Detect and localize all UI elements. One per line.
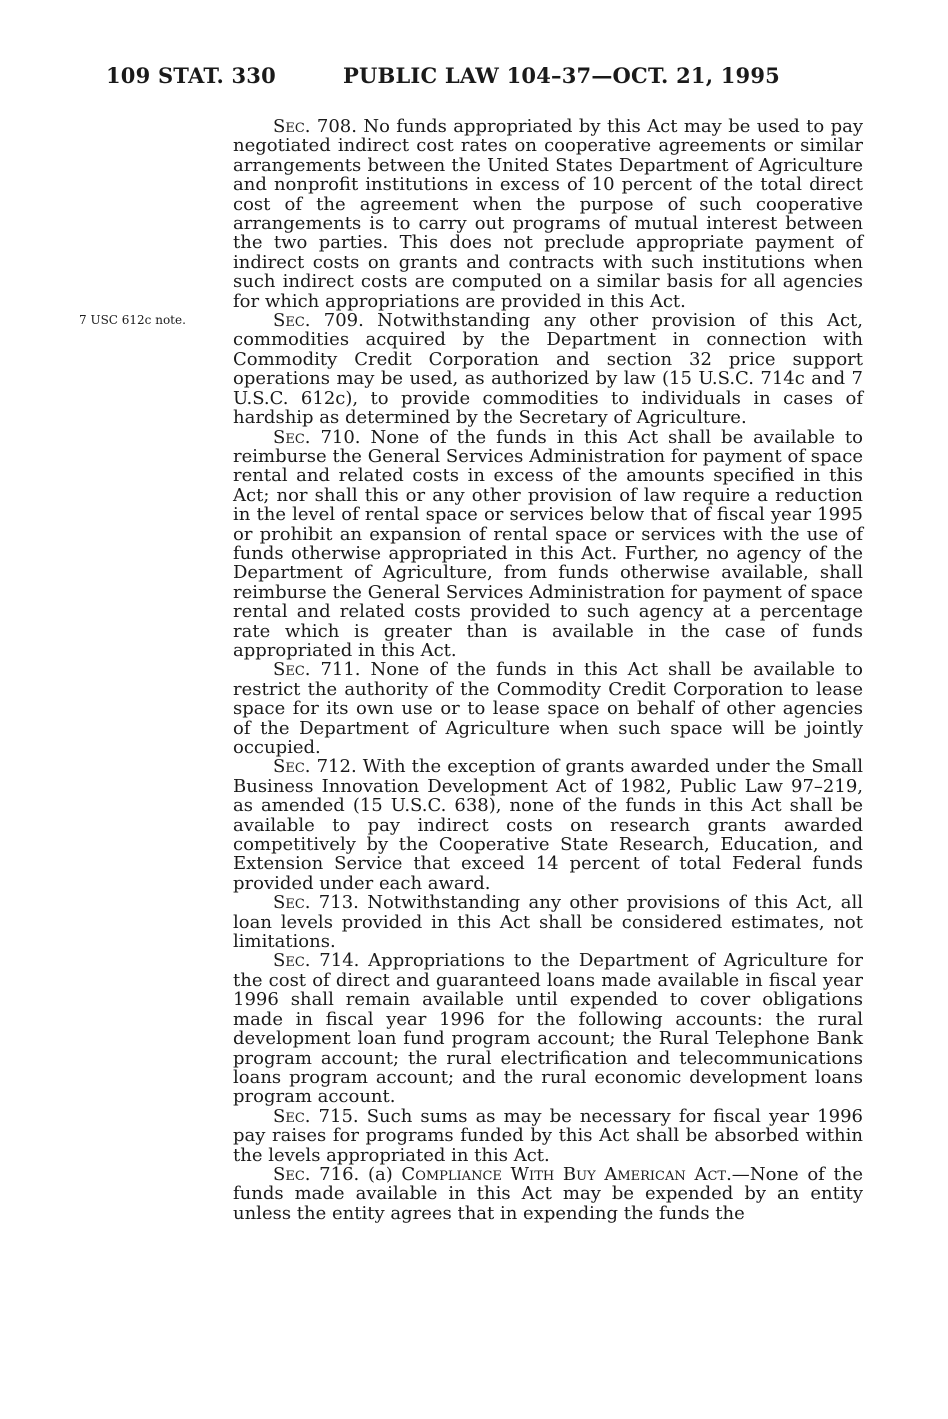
section-label: Sec. 716. — [273, 1163, 360, 1185]
section-716 — [233, 1165, 863, 1223]
margin-note: 7 USC 612c note. — [79, 313, 186, 327]
section-711 — [233, 660, 863, 757]
section-709 — [233, 311, 863, 427]
section-text: Notwithstanding any other provision of this Act, commodities acquired by the Department in connection with Commodity Credit Corporation and section 32 price support operations may be used, as authorized by law (15 U.S.C. 714c and 7 U.S.C. 612c), to provide commodities to individuals in cases of hardship as determined by the Secretary of Agriculture. — [233, 310, 863, 429]
section-715 — [233, 1107, 863, 1165]
section-712 — [233, 757, 863, 893]
section-label: Sec. 714. — [273, 950, 360, 972]
section-label: Sec. 715. — [273, 1105, 359, 1127]
section-text: None of the funds made available in this Act may be expended by an entity unless the entity agrees that in expending the funds the — [233, 1163, 863, 1224]
section-text: None of the funds in this Act shall be available to reimburse the General Services Administration for payment of space rental and related costs in excess of the amounts specified in this Act; nor shall this or any other provision of law require a reduction in the level of rental space or services below that of fiscal year 1995 or prohibit an expansion of rental space or services with the use of funds otherwise appropriated in this Act. Further, no agency of the Department of Agriculture, from funds otherwise available, shall reimburse the General Services Administration for payment of space rental and related costs provided to such agency at a percentage rate which is greater than is available in the case of funds appropriated in this Act. — [233, 426, 864, 661]
section-text: Appropriations to the Department of Agriculture for the cost of direct and guaranteed loans made available in fiscal year 1996 shall remain available until expended to cover obligations made in fiscal year 1996 for the following accounts: the rural development loan fund program account; the Rural Telephone Bank program account; the rural electrification and telecommunications loans program account; and the rural economic development loans program account. — [233, 950, 863, 1108]
section-text: None of the funds in this Act shall be available to restrict the authority of the Commodity Credit Corporation to lease space for its own use or to lease space on behalf of other agencies of the Department of Agriculture when such space will be jointly occupied. — [233, 659, 864, 758]
section-label: Sec. 711. — [273, 659, 361, 681]
section-label: Sec. 709. — [273, 310, 364, 332]
section-text: With the exception of grants awarded under the Small Business Innovation Development Act of 1982, Public Law 97–219, as amended (15 U.S.C. 638), none of the funds in this Act shall be available to pay indirect costs on research grants awarded competitively by the Cooperative State Research, Education, and Extension Service that exceed 14 percent of total Federal funds provided under each award. — [233, 756, 863, 894]
section-714 — [233, 951, 863, 1106]
section-text: Notwithstanding any other provisions of this Act, all loan levels provided in this Act shall be considered estimates, not limitations. — [233, 892, 863, 953]
section-713 — [233, 893, 863, 951]
law-title: PUBLIC LAW 104–37—OCT. 21, 1995 — [343, 63, 780, 88]
section-label: Sec. 713. — [273, 892, 359, 914]
running-header — [0, 63, 948, 95]
section-708 — [233, 117, 863, 311]
stat-page-number: 109 STAT. 330 — [106, 63, 276, 88]
subsection-heading: Compliance With Buy American Act — [401, 1163, 727, 1185]
section-text: No funds appropriated by this Act may be used to pay negotiated indirect cost rates on cooperative agreements or similar arrangements between the United States Department of Agriculture and nonprofit institutions in excess of 10 percent of the total direct cost of the agreement when the purpose of such cooperative arrangements is to carry out programs of mutual interest between the two parties. This does not preclude appropriate payment of indirect costs on grants and contracts with such institutions when such indirect costs are computed on a similar basis for all agencies for which appropriations are provided in this Act. — [233, 116, 863, 312]
section-text: Such sums as may be necessary for fiscal year 1996 pay raises for programs funded by this Act shall be absorbed within the levels appropriated in this Act. — [233, 1105, 863, 1166]
section-label: Sec. 708. — [273, 116, 357, 137]
heading-dash: .— — [726, 1163, 750, 1185]
section-710 — [233, 428, 863, 661]
subsection-marker: (a) — [359, 1163, 402, 1185]
section-label: Sec. 712. — [273, 756, 357, 778]
page-body — [233, 117, 863, 1223]
section-label: Sec. 710. — [273, 426, 361, 448]
